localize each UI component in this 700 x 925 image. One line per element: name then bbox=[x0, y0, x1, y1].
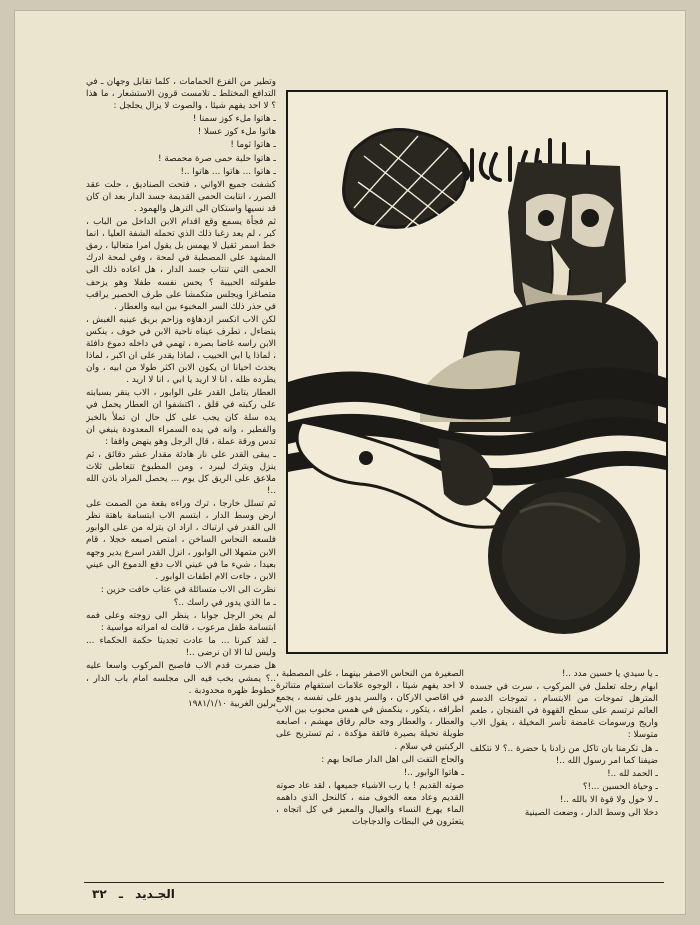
left-column-paragraph: لكن الاب انكسر ازدهاؤه وزاحم بريق عينيه الغبش ، يتضاءل ، تطرف عيناه ناحية الابن في خوف ، ينكس الابن راسه غاضا بصره ، تهمي في داخله دموع دافئة ، لماذا يا ابي الحبيب ، لماذا يقدر على ان اكبر ، لماذا يحدث احيانا ان يكون الابن اكثر طولا من ابيه ، وان يطرده ظله ، انا لا اريد يا ابي ، انا لا اريد . bbox=[86, 314, 276, 386]
left-column-paragraph: ثم فجأة يسمع وقع اقدام الابن الداخل من الباب ، كبر ، لم يعد زغبا ذلك الذي تحمله الشفة العليا ، انما خط اسمر ثقيل لا يهمس بل يقول امرا متعاليا ، رمق المشهد على المصطبة في لمحة ، وفي لمحة ادرك الحمى التي تنتاب جسد الدار ، هل اعاده ذلك الى طفولته الحبيبة ؟ يحس نفسه طفلا وهو يزحف متصاغرا ويجلس متكمشا على طرف الحصير يراقب في حذر ذلك السر المخبوء بين ابيه والعطار . bbox=[86, 217, 276, 312]
left-column-paragraph: وتطير من الفزع الحمامات ، كلما تقابل وجهان ـ في التدافع المختلط ـ تلامست قرون الاستشعار ، ما هذا ؟ لا احد يفهم شيئا ، والصوت لا يزال يجلجل : bbox=[86, 77, 276, 112]
text-column-middle bbox=[276, 668, 464, 874]
page-footer bbox=[84, 882, 664, 905]
artwork-figure-icon bbox=[288, 92, 666, 652]
left-column-paragraph: ـ هاتوا ملء كوز سمنا ! bbox=[192, 114, 276, 125]
footer-label bbox=[84, 887, 175, 901]
middle-column-paragraph: الصغيرة من النحاس الاصفر بينهما ، على المصطبة ، لا احد يفهم شيئا ، الوجوه علامات استفهام متناثرة في اقاصي الاركان ، والسر يدور على نفسه ، يجمع اطرافه ، يتكور ، ينكمش في همس محبوب بين الاب والعطار ، والعطار وجه حالم رقاق مهشم ، اصابعه طويلة نحيلة بصيرة فائقة مؤكدة ، ثم تستريح على الركبتين في سلام . bbox=[276, 669, 464, 752]
left-column-paragraph: ـ هاتوا حلبة حمى صرة محمصة ! bbox=[158, 153, 276, 164]
right-column-paragraph: ـ هل تكرمنا بان تاكل من زادنا يا حضرة ..؟ لا نتكلف ضيفنا كما امر رسول الله ..! bbox=[470, 743, 658, 766]
right-column-paragraph: ابهام رجله تعلمل في المركوب ، سرت في جسده المترهل تموجات من الابتسام ، تموجات الدسم العائم ترتسم على سطح القهوة في الفنجان ، طعم واريج ورسومات غامضة تأسر المخيلة ، يقول الاب متوسلا : bbox=[470, 682, 658, 741]
left-column-paragraph: ـ هاتوا ... هاتوا ... هاتوا ..! bbox=[180, 166, 276, 177]
page-number: ٣٢ bbox=[92, 887, 107, 901]
text-column-right bbox=[470, 668, 658, 874]
right-column-paragraph: ـ الحمد لله ..! bbox=[607, 768, 658, 779]
magazine-page bbox=[14, 10, 686, 915]
magazine-name: الجـديد bbox=[135, 887, 175, 901]
middle-column-paragraph: ـ هاتوا الوابور ..! bbox=[403, 767, 464, 778]
left-column-paragraph: ـ يبقى القدر على نار هادئة مقدار عشر دقائق ، ثم ينزل ويترك ليبرد ، ومن المطبوخ تتعاطى ثلاث ملاعق على الريق كل يوم ... يحصل المراد باذن الله ..! bbox=[86, 449, 276, 497]
left-column-paragraph: ـ هاتوا ثوما ! bbox=[230, 140, 276, 151]
right-column-paragraph: ـ وحياة الحسين ...!؟ bbox=[582, 781, 658, 792]
footer-separator: ـ bbox=[118, 887, 123, 901]
right-column-paragraph: دخلا الى وسط الدار ، وضعت الصينية bbox=[524, 808, 658, 819]
story-illustration bbox=[286, 90, 668, 654]
left-column-paragraph: كشفت جميع الاواني ، فتحت الصناديق ، حلت عقد الصرر ، انتابت الحمى القديمة جسد الدار بعد ان كان قد نسيها واستكان الى الترهل والهمود . bbox=[86, 179, 276, 214]
left-column-paragraph: نظرت الى الاب متسائلة في عتاب خافت حزين : bbox=[100, 584, 276, 595]
left-column-paragraph: برلين الغربية ١٩٨١/١/١٠ bbox=[188, 698, 276, 709]
left-column-paragraph: ـ ما الذي يدور في راسك ..؟ bbox=[173, 597, 276, 608]
left-column-paragraph: لم يحر الرجل جوابا ، ينظر الى زوجته وعلى فمه ابتسامة طفل مرعوب ، قالت له امراته مواسية : bbox=[86, 611, 276, 634]
left-column-paragraph: ثم تسلل خارجا ، ترك وراءه بقعة من الصمت على ارض وسط الدار ، ابتسم الاب ابتسامة باهتة نظر الى القدر في ارتباك ، اراد ان يتزله من على الوابور فلسعه النحاس الساخن ، امتص اصبعه خجلا ، قام الابن متمهلا الى الوابور ، انزل القدر اسرع يدير وجهه بعيدا ، شيء ما في عيني الاب دفع الدموع الى عيني الابن ، جاءت الام اطفات الوابور . bbox=[86, 499, 276, 582]
left-column-paragraph: ـ لقد كبرنا ... ما عادت تجدينا حكمة الحكماء ... وليس لنا الا ان نرضى ..! bbox=[86, 636, 276, 659]
middle-column-paragraph: صوته القديم ! يا رب الاشياء جميعها ، لقد عاد صوته القديم وعاد معه الخوف منه ، كالنحل الذي داهمه الماء يهرع النساء والعيال والمعيز في كل اتجاه ، يتعثرون في البطات والدجاجات bbox=[276, 780, 464, 828]
middle-column-paragraph: والحاج التفت الى اهل الدار صائحا بهم : bbox=[321, 754, 464, 765]
text-column-left bbox=[86, 76, 276, 858]
right-column-paragraph: ـ يا سيدي يا حسين مدد ..! bbox=[561, 669, 658, 679]
left-column-paragraph: العطار يتامل القدر على الوابور ، الاب ينقر بسبابته على ركبته في قلق ، اكتشفوا ان العطار يحمل في يده سلة كان يجب على كل حال ان تملأ بالخبز والفطير ، وانه في يده السمراء المعدودة ينبغي ان تدس ورقة عملة ، قال الرجل وهو ينهض واقفا : bbox=[86, 388, 276, 447]
left-column-paragraph: هل ضمرت قدم الاب فاصبح المركوب واسعا عليه ..؟ يمشي بخب فيه الى مجلسه امام باب الدار ، خطوط ظهره محدودبة . bbox=[86, 661, 276, 696]
left-column-paragraph: هاتوا ملء كوز عسلا ! bbox=[197, 127, 276, 138]
right-column-paragraph: ـ لا حول ولا قوة الا بالله ..! bbox=[559, 794, 658, 805]
